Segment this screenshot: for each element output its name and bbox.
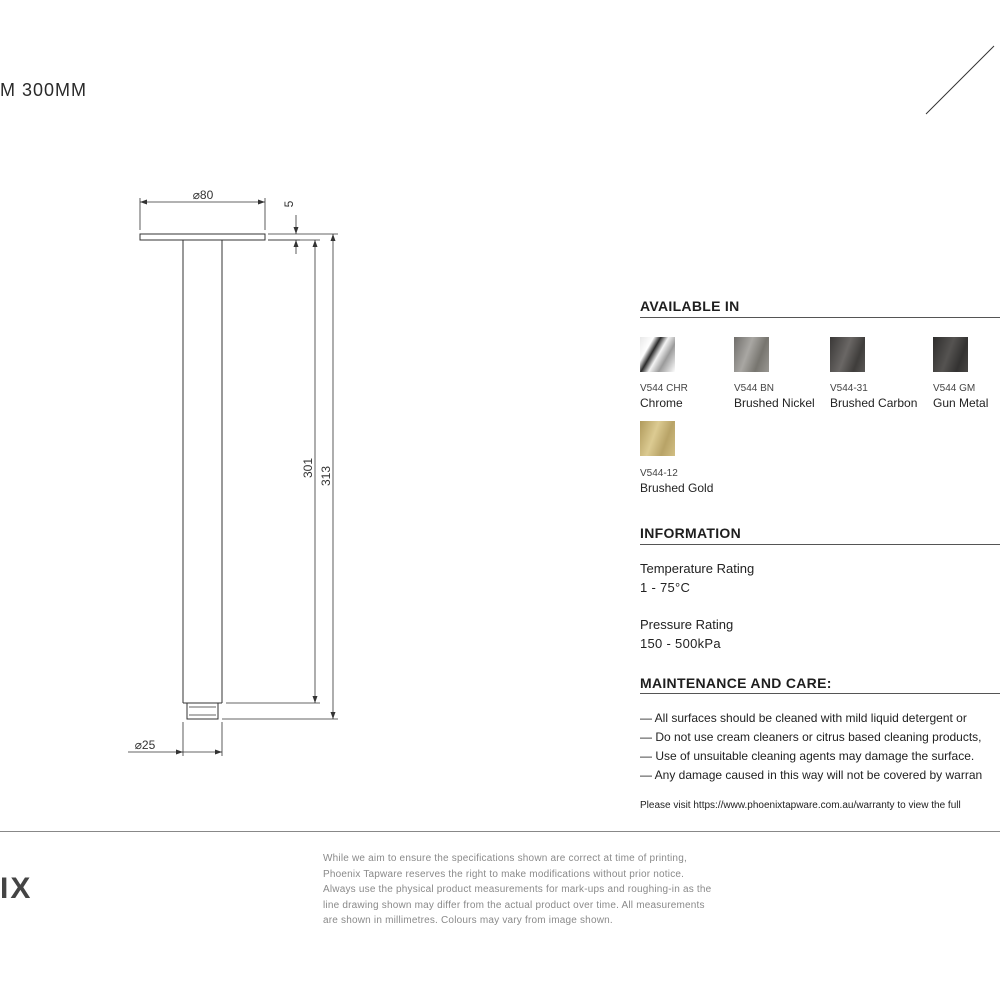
dim-pipe-diameter-label: ⌀25	[134, 738, 156, 752]
pressure-rating-value: 150 - 500kPa	[640, 636, 721, 651]
finish-swatch-gun-metal	[933, 337, 968, 372]
brushed-gold-swatch	[640, 421, 675, 456]
available-in-divider	[640, 317, 1000, 318]
dim-arm-length-label: 301	[301, 457, 315, 479]
temperature-rating-label: Temperature Rating	[640, 561, 755, 576]
care-item: — Use of unsuitable cleaning agents may damage the surface.	[640, 749, 975, 763]
maintenance-heading: MAINTENANCE AND CARE:	[640, 675, 832, 691]
finish-code: V544 CHR	[640, 383, 688, 394]
available-in-heading: AVAILABLE IN	[640, 298, 740, 314]
finish-swatch-brushed-carbon	[830, 337, 865, 372]
finish-name: Gun Metal	[933, 396, 989, 410]
finish-name: Brushed Gold	[640, 481, 714, 495]
product-title: M 300MM	[0, 80, 88, 100]
dim-total-length-label: 313	[319, 465, 333, 487]
information-heading: INFORMATION	[640, 525, 742, 541]
finish-name: Brushed Nickel	[734, 396, 815, 410]
flange-outline	[140, 234, 265, 240]
thread-outline	[187, 703, 218, 719]
gun-metal-swatch	[933, 337, 968, 372]
pressure-rating-label: Pressure Rating	[640, 617, 734, 632]
disclaimer-line: are shown in millimetres. Colours may vary from image shown.	[323, 915, 613, 926]
corner-line-decoration	[920, 40, 1000, 120]
finish-code: V544 BN	[734, 383, 775, 394]
footer-divider	[0, 831, 1000, 832]
temperature-rating-value: 1 - 75°C	[640, 580, 691, 595]
technical-drawing	[0, 0, 600, 800]
finish-name: Brushed Carbon	[830, 396, 918, 410]
disclaimer-line: Always use the physical product measurements for mark-ups and roughing-in as the	[323, 884, 712, 895]
disclaimer-text	[323, 851, 763, 929]
care-item: — Do not use cream cleaners or citrus based cleaning products,	[640, 730, 982, 744]
finish-name: Chrome	[640, 396, 683, 410]
disclaimer-line: line drawing shown may differ from the actual product over time. All measurements	[323, 899, 705, 911]
information-divider	[640, 544, 1000, 545]
maintenance-divider	[640, 693, 1000, 694]
brushed-nickel-swatch	[734, 337, 769, 372]
finish-swatch-chrome	[640, 337, 675, 372]
finish-code: V544-12	[640, 468, 678, 479]
warranty-notice: Please visit https://www.phoenixtapware.com.au/warranty to view the full	[640, 800, 961, 811]
finish-swatch-brushed-gold	[640, 421, 675, 456]
brand-logo: IX	[0, 872, 33, 905]
disclaimer-line: Phoenix Tapware reserves the right to make modifications without prior notice.	[323, 868, 685, 880]
finish-code: V544 GM	[933, 383, 976, 394]
finish-swatch-brushed-nickel	[734, 337, 769, 372]
dim-flange-thickness-label: 5	[282, 200, 296, 208]
chrome-swatch	[640, 337, 675, 372]
care-item: — All surfaces should be cleaned with mild liquid detergent or	[640, 711, 967, 725]
care-item: — Any damage caused in this way will not be covered by warran	[640, 768, 983, 782]
dim-top-width-label: ⌀80	[192, 188, 214, 202]
disclaimer-line: While we aim to ensure the specifications shown are correct at time of printing,	[323, 853, 687, 864]
finish-code: V544-31	[830, 383, 868, 394]
brushed-carbon-swatch	[830, 337, 865, 372]
